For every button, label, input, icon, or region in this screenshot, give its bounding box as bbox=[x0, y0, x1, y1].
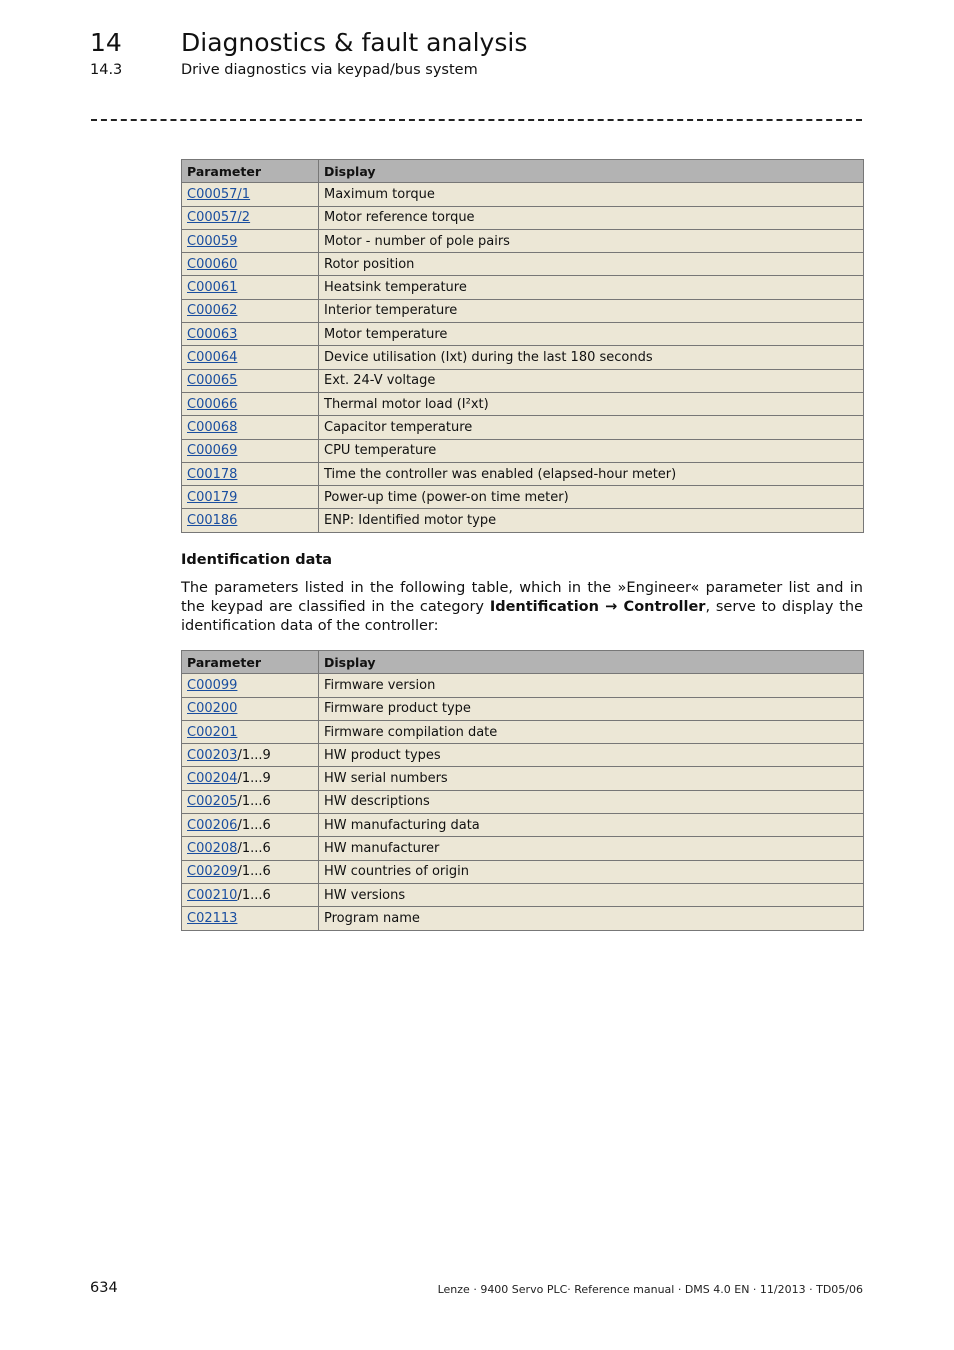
display-cell: HW serial numbers bbox=[319, 767, 864, 790]
parameter-link[interactable]: C00059 bbox=[187, 233, 238, 249]
display-cell: Time the controller was enabled (elapsed-hour meter) bbox=[319, 462, 864, 485]
parameter-cell bbox=[182, 299, 319, 322]
page-number: 634 bbox=[90, 1280, 118, 1296]
parameter-cell bbox=[182, 369, 319, 392]
table-row bbox=[182, 416, 864, 439]
parameter-link[interactable]: C00068 bbox=[187, 419, 238, 435]
display-cell: HW descriptions bbox=[319, 790, 864, 813]
parameter-link[interactable]: C00206 bbox=[187, 817, 238, 833]
display-cell: Firmware version bbox=[319, 674, 864, 697]
parameter-link[interactable]: C00186 bbox=[187, 513, 238, 529]
parameter-link[interactable]: C00209 bbox=[187, 864, 238, 880]
parameter-cell bbox=[182, 229, 319, 252]
parameter-cell bbox=[182, 346, 319, 369]
display-cell: Heatsink temperature bbox=[319, 276, 864, 299]
chapter-title: Diagnostics & fault analysis bbox=[181, 28, 528, 57]
parameter-link[interactable]: C00057/2 bbox=[187, 210, 251, 226]
parameter-subcode-range: /1...6 bbox=[237, 794, 271, 810]
parameter-cell bbox=[182, 439, 319, 462]
parameter-link[interactable]: C00178 bbox=[187, 466, 238, 482]
table-row bbox=[182, 509, 864, 532]
identification-paragraph bbox=[181, 579, 863, 636]
table-row bbox=[182, 369, 864, 392]
parameter-subcode-range: /1...6 bbox=[237, 817, 271, 833]
column-header-display: Display bbox=[319, 160, 864, 183]
display-cell: Motor reference torque bbox=[319, 206, 864, 229]
display-cell: HW manufacturer bbox=[319, 837, 864, 860]
display-cell: Motor - number of pole pairs bbox=[319, 229, 864, 252]
paragraph-text-end: , serve to display the identification data of the controller: bbox=[181, 599, 863, 634]
parameter-link[interactable]: C00066 bbox=[187, 396, 238, 412]
parameter-cell bbox=[182, 883, 319, 906]
table-row bbox=[182, 674, 864, 697]
table-row bbox=[182, 439, 864, 462]
parameter-cell bbox=[182, 416, 319, 439]
parameter-link[interactable]: C00064 bbox=[187, 350, 238, 366]
column-header-parameter: Parameter bbox=[182, 651, 319, 674]
parameter-link[interactable]: C00061 bbox=[187, 280, 238, 296]
parameter-link[interactable]: C00062 bbox=[187, 303, 238, 319]
table-row bbox=[182, 697, 864, 720]
parameter-link[interactable]: C00210 bbox=[187, 887, 238, 903]
display-cell: ENP: Identified motor type bbox=[319, 509, 864, 532]
parameter-link[interactable]: C00200 bbox=[187, 701, 238, 717]
display-cell: Interior temperature bbox=[319, 299, 864, 322]
parameter-link[interactable]: C00065 bbox=[187, 373, 238, 389]
display-cell: Maximum torque bbox=[319, 183, 864, 206]
parameter-cell bbox=[182, 697, 319, 720]
paragraph-text-start: The parameters listed in the following table, which in the »Engineer« parameter list and in the keypad are classified in the category bbox=[181, 580, 863, 615]
table-row bbox=[182, 907, 864, 930]
display-cell: Device utilisation (Ixt) during the last 180 seconds bbox=[319, 346, 864, 369]
display-cell: Thermal motor load (I²xt) bbox=[319, 392, 864, 415]
table-row bbox=[182, 860, 864, 883]
table-row bbox=[182, 744, 864, 767]
parameter-cell bbox=[182, 814, 319, 837]
parameter-cell bbox=[182, 720, 319, 743]
display-cell: Firmware product type bbox=[319, 697, 864, 720]
table-row bbox=[182, 346, 864, 369]
parameter-subcode-range: /1...6 bbox=[237, 841, 271, 857]
table-row bbox=[182, 229, 864, 252]
parameter-link[interactable]: C00069 bbox=[187, 443, 238, 459]
parameter-cell bbox=[182, 790, 319, 813]
parameter-link[interactable]: C00208 bbox=[187, 841, 238, 857]
parameter-cell bbox=[182, 767, 319, 790]
display-cell: Power-up time (power-on time meter) bbox=[319, 486, 864, 509]
parameter-subcode-range: /1...9 bbox=[237, 747, 271, 763]
parameter-link[interactable]: C00203 bbox=[187, 747, 238, 763]
parameter-link[interactable]: C00099 bbox=[187, 677, 238, 693]
table-header-row bbox=[182, 651, 864, 674]
table-row bbox=[182, 814, 864, 837]
table-row bbox=[182, 276, 864, 299]
identification-parameter-table bbox=[181, 650, 864, 931]
section-number: 14.3 bbox=[90, 62, 123, 78]
column-header-parameter: Parameter bbox=[182, 160, 319, 183]
parameter-cell bbox=[182, 183, 319, 206]
display-cell: Program name bbox=[319, 907, 864, 930]
section-title: Drive diagnostics via keypad/bus system bbox=[181, 62, 478, 78]
parameter-link[interactable]: C00057/1 bbox=[187, 186, 251, 202]
table-row bbox=[182, 767, 864, 790]
display-cell: Ext. 24-V voltage bbox=[319, 369, 864, 392]
table-row bbox=[182, 790, 864, 813]
parameter-cell bbox=[182, 486, 319, 509]
parameter-cell bbox=[182, 860, 319, 883]
table-row bbox=[182, 720, 864, 743]
display-cell: CPU temperature bbox=[319, 439, 864, 462]
display-cell: Firmware compilation date bbox=[319, 720, 864, 743]
table-row bbox=[182, 392, 864, 415]
display-cell: HW versions bbox=[319, 883, 864, 906]
parameter-subcode-range: /1...6 bbox=[237, 864, 271, 880]
parameter-cell bbox=[182, 392, 319, 415]
display-cell: Rotor position bbox=[319, 253, 864, 276]
parameter-cell bbox=[182, 323, 319, 346]
header-divider bbox=[91, 119, 862, 121]
display-cell: HW product types bbox=[319, 744, 864, 767]
parameter-link[interactable]: C00201 bbox=[187, 724, 238, 740]
table-row bbox=[182, 837, 864, 860]
parameter-cell bbox=[182, 837, 319, 860]
parameter-cell bbox=[182, 744, 319, 767]
table-row bbox=[182, 883, 864, 906]
table-row bbox=[182, 253, 864, 276]
parameter-cell bbox=[182, 907, 319, 930]
table-header-row bbox=[182, 160, 864, 183]
display-cell: Capacitor temperature bbox=[319, 416, 864, 439]
table-row bbox=[182, 183, 864, 206]
parameter-cell bbox=[182, 462, 319, 485]
table-row bbox=[182, 323, 864, 346]
parameter-cell bbox=[182, 253, 319, 276]
parameter-cell bbox=[182, 674, 319, 697]
table-row bbox=[182, 462, 864, 485]
parameter-subcode-range: /1...9 bbox=[237, 771, 271, 787]
column-header-display: Display bbox=[319, 651, 864, 674]
chapter-number: 14 bbox=[90, 28, 122, 57]
display-cell: HW manufacturing data bbox=[319, 814, 864, 837]
paragraph-category: Identification → Controller bbox=[489, 599, 706, 615]
parameter-link[interactable]: C00179 bbox=[187, 489, 238, 505]
display-cell: Motor temperature bbox=[319, 323, 864, 346]
footer-reference: Lenze · 9400 Servo PLC· Reference manual · DMS 4.0 EN · 11/2013 · TD05/06 bbox=[437, 1283, 863, 1296]
parameter-link[interactable]: C00204 bbox=[187, 771, 238, 787]
parameter-link[interactable]: C02113 bbox=[187, 910, 238, 926]
diagnostics-parameter-table bbox=[181, 159, 864, 533]
table-row bbox=[182, 486, 864, 509]
parameter-link[interactable]: C00060 bbox=[187, 256, 238, 272]
parameter-link[interactable]: C00205 bbox=[187, 794, 238, 810]
table-row bbox=[182, 206, 864, 229]
parameter-link[interactable]: C00063 bbox=[187, 326, 238, 342]
display-cell: HW countries of origin bbox=[319, 860, 864, 883]
parameter-cell bbox=[182, 276, 319, 299]
parameter-cell bbox=[182, 509, 319, 532]
table-row bbox=[182, 299, 864, 322]
identification-heading: Identification data bbox=[181, 552, 333, 568]
parameter-subcode-range: /1...6 bbox=[237, 887, 271, 903]
parameter-cell bbox=[182, 206, 319, 229]
